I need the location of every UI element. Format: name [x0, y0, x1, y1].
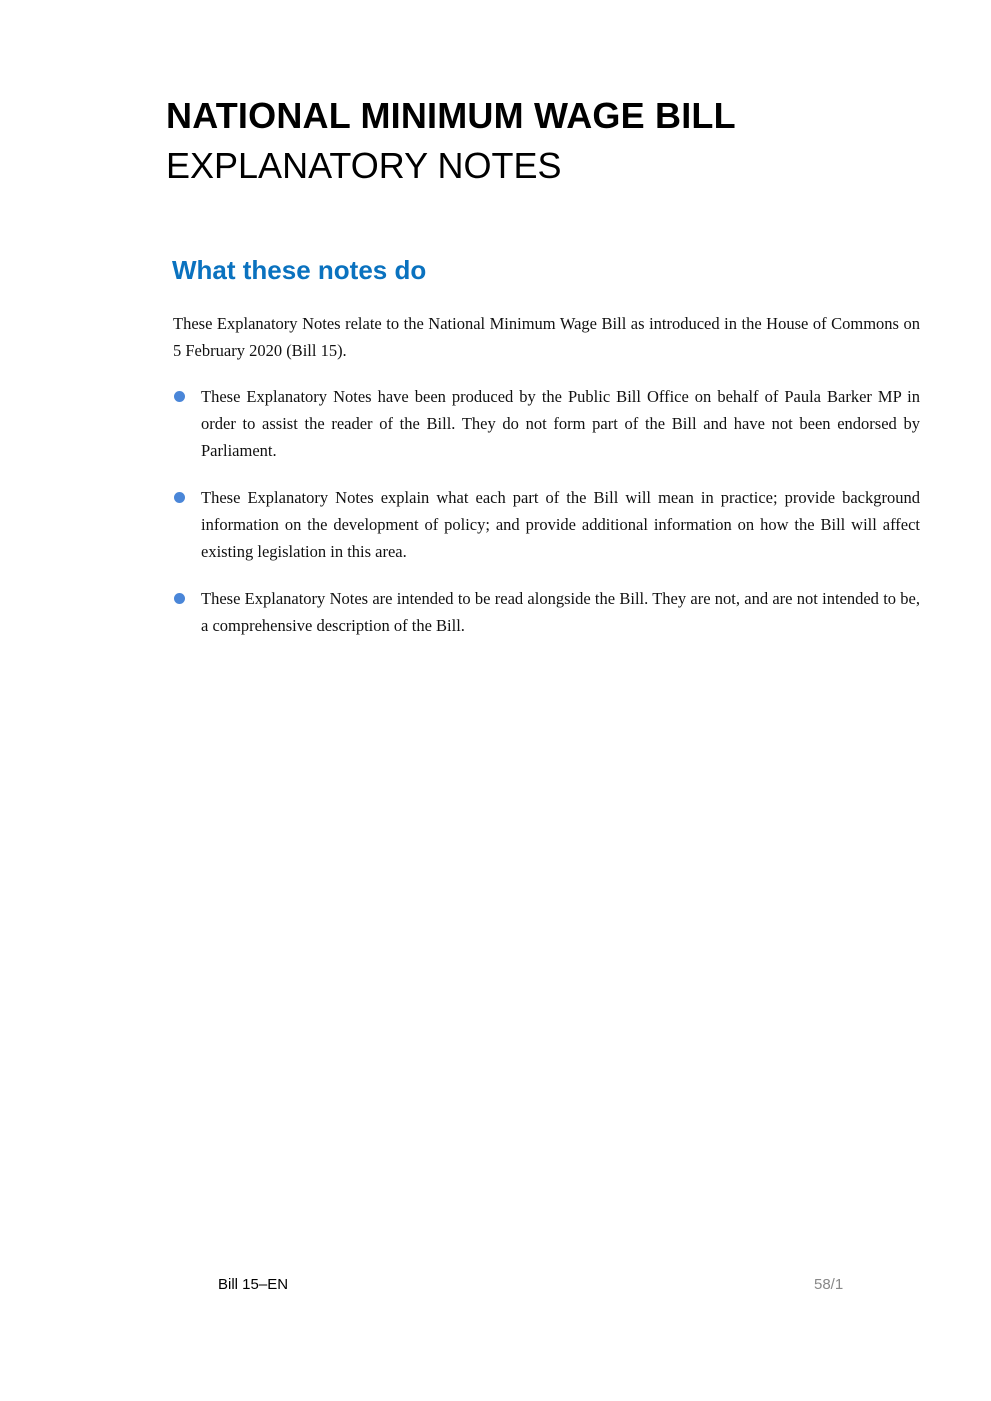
- footer-page-reference: 58/1: [814, 1276, 844, 1293]
- section-heading: What these notes do: [172, 255, 427, 285]
- document-title: NATIONAL MINIMUM WAGE BILL: [166, 95, 736, 136]
- bullet-icon: [174, 593, 185, 604]
- list-item-text: These Explanatory Notes are intended to be read alongside the Bill. They are not, and are not intended to be, a comprehensive description of the Bill.: [201, 589, 920, 635]
- list-item-text: These Explanatory Notes have been produced by the Public Bill Office on behalf of Paula Barker MP in order to assist the reader of the Bill. They do not form part of the Bill and have not been endorsed by Parliament.: [201, 387, 920, 460]
- footer-bill-reference: Bill 15–EN: [218, 1276, 289, 1293]
- bullet-icon: [174, 391, 185, 402]
- list-item-text: These Explanatory Notes explain what each part of the Bill will mean in practice; provide background information on the development of policy; and provide additional information on how the Bill will affect existing legislation in this area.: [201, 488, 920, 561]
- intro-paragraph: These Explanatory Notes relate to the National Minimum Wage Bill as introduced in the House of Commons on 5 February 2020 (Bill 15).: [173, 314, 920, 360]
- document-subtitle: EXPLANATORY NOTES: [166, 145, 562, 186]
- list-item: [173, 384, 920, 464]
- bullet-icon: [174, 492, 185, 503]
- list-item: [173, 586, 920, 640]
- list-item: [173, 485, 920, 565]
